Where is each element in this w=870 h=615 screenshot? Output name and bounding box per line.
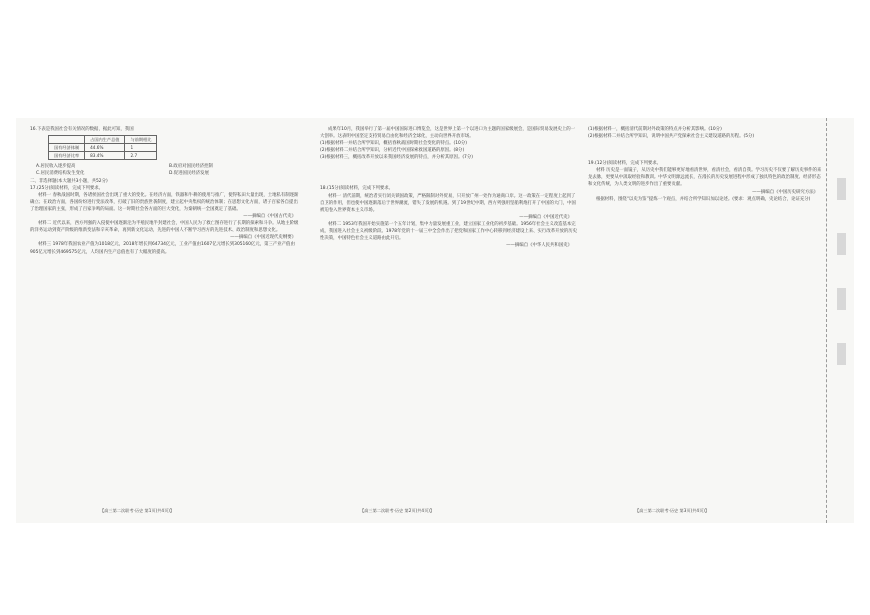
material-1: 材料一 春秋战国时期，各诸侯国社会出现了重大的变化。在经济方面，铁器和牛耕的使用与推广，使得私田大量出现，土地私有制逐渐确立；在政治方面，各国纷纷进行变法改革，打破了旧的贵族世袭制度，建立起中央集权的统治体制；在思想文化方面，诸子百家各自提出了治理国家的主张，形成了百家争鸣的局面。这一时期社会各方面的巨大变化，为秦朝统一全国奠定了基础。 [30, 192, 299, 212]
option-c: C.居民消费结构发生变化 [36, 171, 85, 177]
option-a: A.居民收入逐步提高 [36, 164, 76, 170]
table-row [49, 144, 157, 152]
answer-options [30, 163, 302, 177]
sub-question: (1)根据材料一，概括清代前期对外政策的特点并分析其影响。(10分) [588, 127, 722, 132]
data-table [48, 135, 157, 160]
material-2: 材料二 1953年我国开始实施第一个五年计划，集中力量发展重工业，建立国家工业化的初步基础。1956年社会主义改造基本完成，我国进入社会主义初级阶段。1978年党的十一届三中全会作出了把党和国家工作中心转移到经济建设上来、实行改革开放的历史性决策，中国特色社会主义道路由此开启。 [320, 221, 578, 242]
material-source: ——摘编自《中国古代史》 [243, 214, 296, 220]
sub-question: (3)根据材料三，概括改革开放以来我国经济发展的特点，并分析其原因。(7分) [320, 155, 473, 161]
table-cell: 国有经济体制 [49, 144, 85, 152]
table-header-cell [49, 136, 85, 144]
material-2: 材料二 近代以来，西方列强的入侵使中国逐渐沦为半殖民地半封建社会，中国人民为了救亡图存进行了长期的探索和斗争。从地主阶级的洋务运动到资产阶级的维新变法和辛亥革命，再到新文化运动，先进的中国人不断学习西方的先进技术、政治制度和思想文化。 [30, 221, 299, 234]
table-row [49, 152, 157, 160]
question-19: 19.(12分)阅读材料，完成下列要求。 [588, 161, 662, 167]
table-cell: 1 [125, 144, 157, 152]
sub-question: (1)根据材料一并结合所学知识，概括春秋战国时期社会变化的特点。(10分) [320, 141, 467, 147]
question-18: 18.(15分)阅读材料，完成下列要求。 [320, 186, 394, 192]
table-header-cell: 占国内生产总值 [85, 136, 125, 144]
section-heading: 二、非选择题(本大题共3小题，共52分) [30, 178, 108, 184]
exam-column-middle [320, 126, 578, 249]
material-source: ——摘编自《中国近代史》 [519, 214, 572, 220]
material-source: ——摘编自《中华人民共和国史》 [506, 243, 572, 249]
material-1: 材料一 清代前期，统治者实行闭关锁国政策，严格限制对外贸易，只开放广州一处作为通商口岸。这一政策在一定程度上起到了自卫的作用，但也使中国逐渐落后于世界潮流，错失了发展的机遇。到了19世纪中期，西方列强用坚船利炮打开了中国的大门，中国被迫卷入世界资本主义市场。 [320, 193, 576, 213]
material-source: ——摘编自《中国近现代史纲要》 [230, 235, 296, 241]
binding-margin [826, 118, 855, 523]
table-cell: 2.7 [125, 152, 157, 160]
table-cell: 国有经济比率 [49, 152, 85, 160]
material-continued: 成果年10月，我国举行了第一届中国国际进口博览会，这是世界上第一个以进口为主题的国家级展会，是国际贸易发展史上的一大创举。这表明中国坚定支持贸易自由化和经济全球化，主动向世界开放市场。 [320, 127, 576, 140]
table-header-cell: 与前期相比 [125, 136, 157, 144]
seal-line-mark [837, 343, 846, 365]
table-cell: 83.4% [85, 152, 125, 160]
task-prompt: 根据材料，围绕“以史为鉴”提炼一个观点，并结合所学知识加以论述。(要求：观点明确，史论结合，论证充分) [596, 196, 811, 202]
exam-column-right [588, 126, 824, 203]
question-17: 17.(25分)阅读材料，完成下列要求。 [30, 185, 104, 191]
question-16: 16.下表是我国社会有关情况的数据，据此可知，我国 [30, 127, 134, 132]
option-b: B.政府对国民经济控制 [169, 164, 213, 170]
page-footer: 【高三第二次联考·历史 第1页(共4页)】 [100, 508, 175, 513]
sub-question: (2)根据材料二并结合所学知识，分析近代中国探索救国道路的原因。(8分) [320, 148, 465, 154]
material-3: 材料三 1978年我国农业产值为1018亿元，2018年增长到64734亿元，工业产值由1607亿元增长到305160亿元，第三产业产值由905亿元增长到469575亿元，人均国内生产总值也有了大幅度的提高。 [30, 242, 295, 255]
seal-line-mark [837, 233, 846, 255]
exam-column-left [30, 126, 302, 256]
table-cell: 44.6% [85, 144, 125, 152]
material: 材料 历史是一面镜子，从历史中我们能够更好地看清世界，看清社会，看清自我。学习历史不仅要了解历史事件的来龙去脉，更要从中汲取经验和教训。中华文明源远流长，在漫长的历史发展进程中形成了独具特色的政治制度、经济形态和文化传统，为人类文明的进步作出了重要贡献。 [588, 168, 822, 188]
page-footer: 【高三第二次联考·历史 第3页(共4页)】 [635, 508, 710, 513]
page-footer: 【高三第二次联考·历史 第2页(共4页)】 [360, 508, 435, 513]
seal-line-mark [837, 288, 846, 310]
option-d: D.促进国民经济发展 [169, 171, 209, 177]
material-source: ——摘编自《中国历史研究方法》 [752, 189, 818, 195]
sub-question: (2)根据材料二并结合所学知识，说明中国共产党探索社会主义建设道路的历程。(5分) [588, 134, 755, 140]
seal-line-mark [837, 178, 846, 200]
table-header-row [49, 136, 157, 144]
